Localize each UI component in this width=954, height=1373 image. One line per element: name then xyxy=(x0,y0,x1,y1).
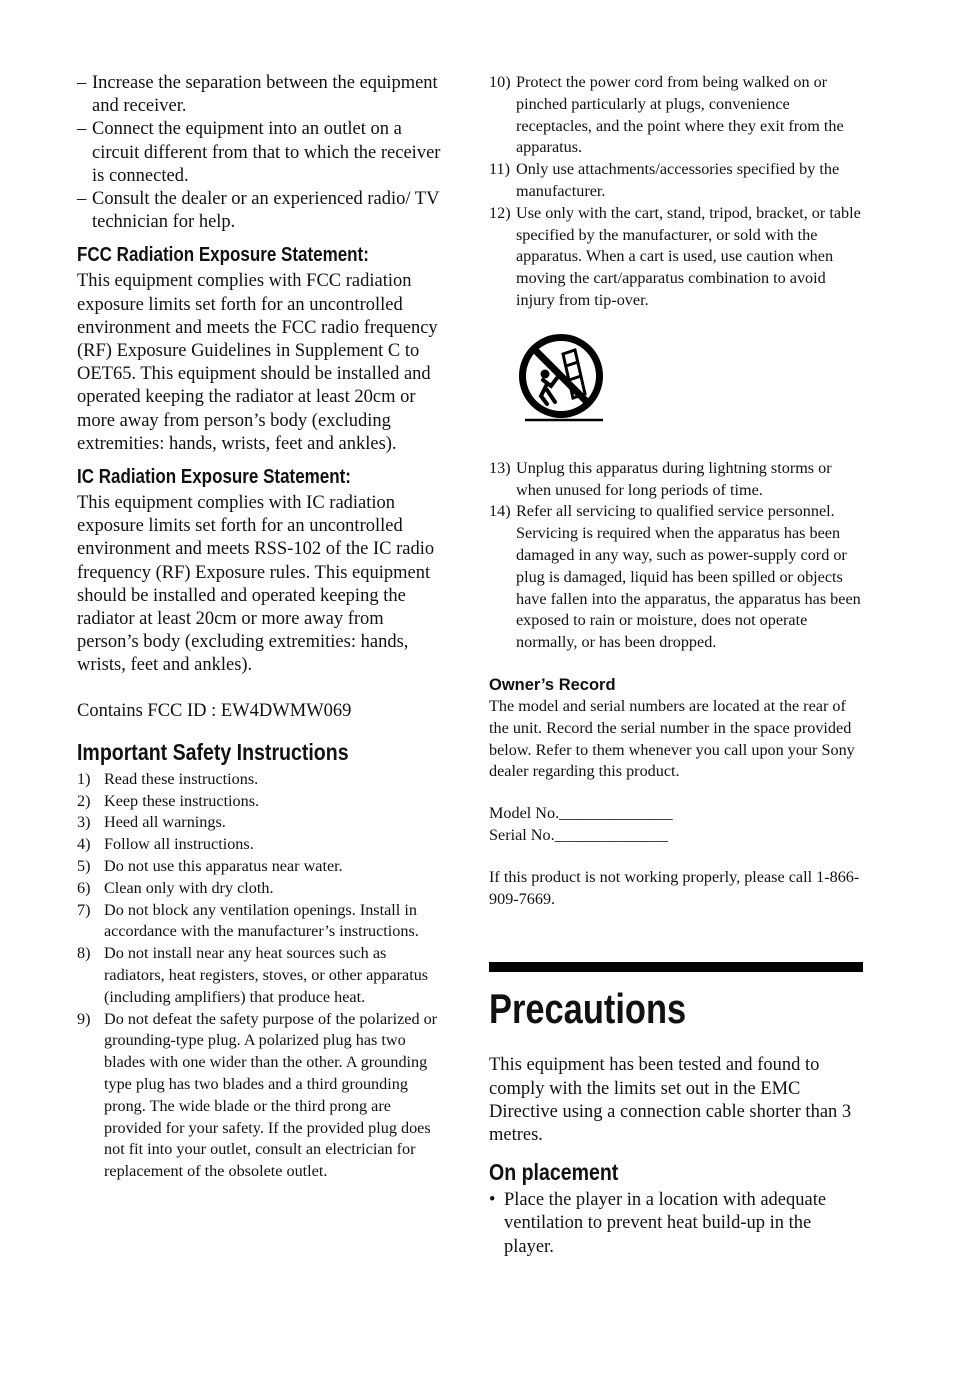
list-item xyxy=(489,159,863,203)
item-number: 6) xyxy=(77,878,91,897)
item-text: Unplug this apparatus during lightning storms or when unused for long periods of time. xyxy=(516,458,832,499)
item-text: Do not block any ventilation openings. Install in accordance with the manufacturer’s instructions. xyxy=(104,900,419,941)
item-text: Do not defeat the safety purpose of the polarized or grounding-type plug. A polarized plug has two blades with one wider than the other. A grounding type plug has two blades and a third grounding prong. The wide blade or the third prong are provided for your safety. If the provided plug does not fit into your outlet, consult an electrician for replacement of the obsolete outlet. xyxy=(104,1009,438,1181)
list-item xyxy=(489,72,863,159)
list-item xyxy=(77,1009,449,1183)
item-text: Do not install near any heat sources such as radiators, heat registers, stoves, or other apparatus (including amplifiers) that produce heat. xyxy=(104,944,429,1006)
placement-heading: On placement xyxy=(489,1159,619,1186)
item-text: Refer all servicing to qualified service personnel. Servicing is required when the apparatus has been damaged in any way, such as power-supply cord or plug is damaged, liquid has been spilled or objects have fallen into the apparatus, the apparatus has been exposed to rain or moisture, does not operate normally, or has been dropped. xyxy=(516,502,861,652)
precautions-body: This equipment has been tested and found to comply with the limits set out in the EMC Directive using a connection cable shorter than 3 metres. xyxy=(489,1055,852,1145)
item-text: Keep these instructions. xyxy=(104,791,260,810)
list-item xyxy=(77,856,449,878)
list-item xyxy=(77,188,449,234)
item-number: 14) xyxy=(489,502,511,521)
item-number: 11) xyxy=(489,160,510,179)
precautions-title: Precautions xyxy=(489,985,687,1033)
safety-list-final xyxy=(489,458,863,654)
item-text: Use only with the cart, stand, tripod, bracket, or table specified by the manufacturer, or sold with the apparatus. When a cart is used, use caution when moving the cart/apparatus combination to avoid injury from tip-over. xyxy=(516,203,861,309)
item-number: 5) xyxy=(77,857,91,876)
dash-mark: – xyxy=(77,119,87,140)
item-text: Follow all instructions. xyxy=(104,835,254,854)
help-line: If this product is not working properly, please call 1-866-909-7669. xyxy=(489,867,860,908)
item-text: Only use attachments/accessories specified by the manufacturer. xyxy=(516,160,840,200)
item-number: 12) xyxy=(489,203,511,222)
list-item xyxy=(77,791,449,813)
ic-body: This equipment complies with IC radiation exposure limits set forth for an uncontrolled environment and meets RSS-102 of the IC radio frequency (RF) Exposure rules. This equipment should be installed and operated keeping the radiator at least 20cm or more away from person’s body (excluding extremities: hands, wrists, feet and ankles). xyxy=(77,493,435,676)
item-number: 8) xyxy=(77,944,91,963)
item-number: 7) xyxy=(77,900,91,919)
list-item xyxy=(489,501,863,654)
list-item xyxy=(77,943,449,1008)
item-text: Clean only with dry cloth. xyxy=(104,878,274,897)
right-column xyxy=(489,72,863,1259)
item-text: Do not use this apparatus near water. xyxy=(104,857,343,876)
dash-mark: – xyxy=(77,189,87,210)
item-text: Heed all warnings. xyxy=(104,813,226,832)
list-item xyxy=(77,72,449,118)
item-number: 9) xyxy=(77,1009,91,1028)
fcc-body: This equipment complies with FCC radiation exposure limits set forth for an uncontrolled environment and meets the FCC radio frequency (RF) Exposure Guidelines in Supplement C to OET65. This equipment should be installed and operated keeping the radiator at least 20cm or more away from person’s body (excluding extremities: hands, wrists, feet and ankles). xyxy=(77,271,438,454)
cart-tip-over-warning-icon xyxy=(513,330,609,426)
item-number: 10) xyxy=(489,73,511,91)
safety-list-continued xyxy=(489,72,863,312)
list-item xyxy=(77,878,449,900)
list-item xyxy=(489,203,863,312)
model-number-line: Model No.______________ xyxy=(489,804,673,823)
list-item xyxy=(77,769,449,791)
safety-list xyxy=(77,769,449,1183)
dash-mark: – xyxy=(77,73,87,93)
owners-record-heading: Owner’s Record xyxy=(489,675,616,694)
item-number: 4) xyxy=(77,835,91,854)
list-item xyxy=(489,458,863,502)
list-item-text: Consult the dealer or an experienced radio/ TV technician for help. xyxy=(92,189,440,233)
list-item xyxy=(489,1189,863,1259)
item-text: Read these instructions. xyxy=(104,769,259,788)
serial-number-line: Serial No.______________ xyxy=(489,825,668,844)
list-item-text: Connect the equipment into an outlet on a circuit different from that to which the receiver is connected. xyxy=(92,119,441,186)
list-item xyxy=(77,118,449,188)
item-number: 1) xyxy=(77,769,91,788)
interference-remedy-list xyxy=(77,72,449,234)
item-number: 13) xyxy=(489,458,511,477)
safety-heading: Important Safety Instructions xyxy=(77,738,349,765)
bullet-mark: • xyxy=(489,1190,496,1211)
fcc-heading: FCC Radiation Exposure Statement: xyxy=(77,244,369,267)
list-item xyxy=(77,812,449,834)
item-number: 3) xyxy=(77,813,91,832)
left-column xyxy=(77,72,449,1183)
list-item-text: Increase the separation between the equipment and receiver. xyxy=(92,73,438,117)
list-item xyxy=(77,900,449,944)
ic-heading: IC Radiation Exposure Statement: xyxy=(77,466,351,489)
cart-warning-figure xyxy=(489,312,863,438)
fcc-id: Contains FCC ID : EW4DWMW069 xyxy=(77,700,352,721)
list-item xyxy=(77,834,449,856)
item-text: Protect the power cord from being walked on or pinched particularly at plugs, convenience receptacles, and the point where they exit from the apparatus. xyxy=(516,73,844,157)
list-item-text: Place the player in a location with adequate ventilation to prevent heat build-up in the player. xyxy=(504,1190,827,1257)
item-number: 2) xyxy=(77,791,91,810)
owners-record-body: The model and serial numbers are located at the rear of the unit. Record the serial number in the space provided below. Refer to them whenever you call upon your Sony dealer regarding this product. xyxy=(489,696,855,781)
section-divider xyxy=(489,962,863,972)
